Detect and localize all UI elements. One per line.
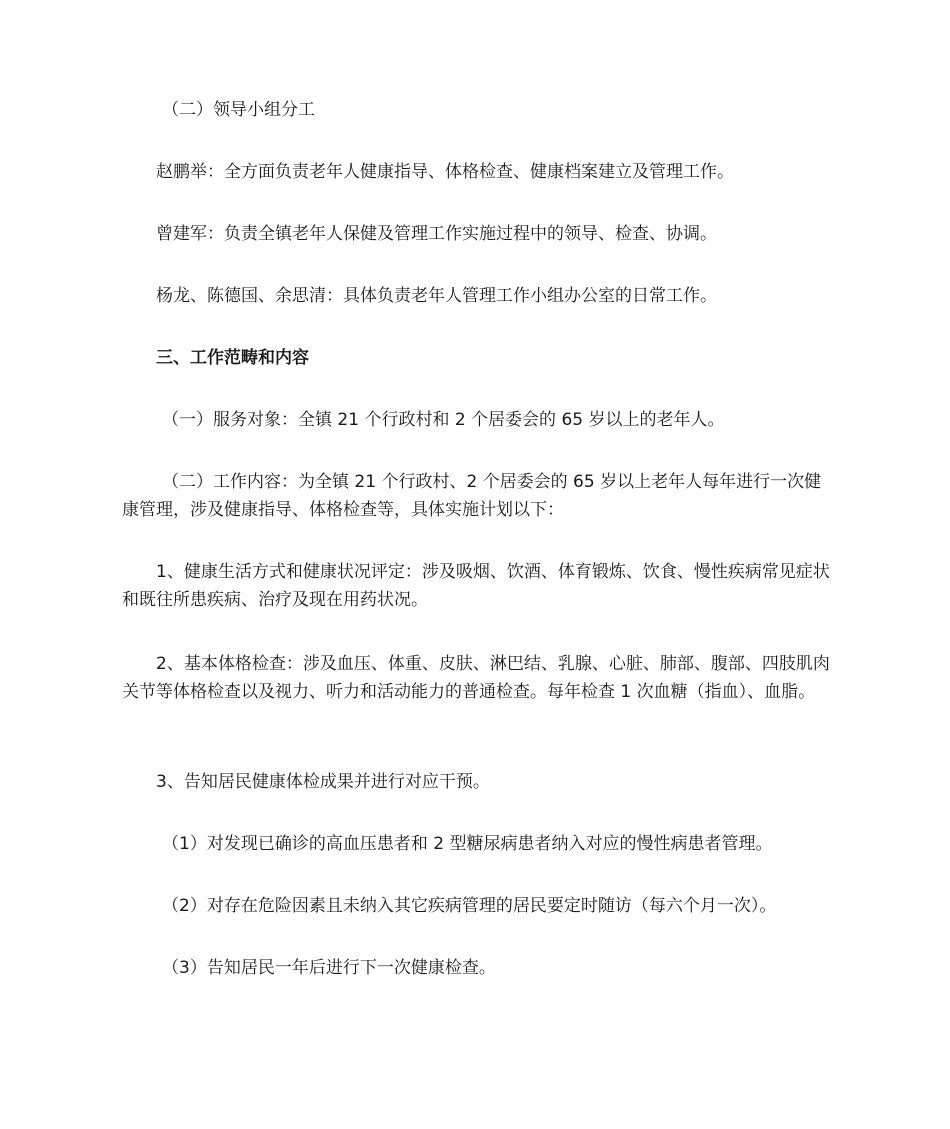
paragraph-item-3: 3、告知居民健康体检成果并进行对应干预。: [156, 772, 490, 792]
paragraph-work-content: （二）工作内容：为全镇 21 个行政村、2 个居委会的 65 岁以上老年人每年进行一次健康管理，涉及健康指导、体格检查等，具体实施计划以下：: [122, 472, 822, 520]
paragraph-sub-3: （3）告知居民一年后进行下一次健康检查。: [162, 958, 496, 978]
section-subheading-leadership: （二）领导小组分工: [162, 100, 315, 120]
paragraph-item-2: 2、基本体格检查：涉及血压、体重、皮肤、淋巴结、乳腺、心脏、肺部、腹部、四肢肌肉关节等体格检查以及视力、听力和活动能力的普通检查。每年检查 1 次血糖（指血）、血脂。: [122, 654, 830, 702]
paragraph-office-duty: 杨龙、陈德国、余思清：具体负责老年人管理工作小组办公室的日常工作。: [156, 286, 717, 306]
paragraph-service-target: （一）服务对象：全镇 21 个行政村和 2 个居委会的 65 岁以上的老年人。: [162, 410, 725, 430]
paragraph-zhao-duty: 赵鹏举：全方面负责老年人健康指导、体格检查、健康档案建立及管理工作。: [156, 162, 734, 182]
paragraph-zeng-duty: 曾建军：负责全镇老年人保健及管理工作实施过程中的领导、检查、协调。: [156, 224, 717, 244]
section-heading-scope: 三、工作范畴和内容: [156, 348, 309, 368]
paragraph-sub-2: （2）对存在危险因素且未纳入其它疾病管理的居民要定时随访（每六个月一次）。: [162, 896, 777, 916]
paragraph-sub-1: （1）对发现已确诊的高血压患者和 2 型糖尿病患者纳入对应的慢性病患者管理。: [162, 834, 773, 854]
paragraph-item-1: 1、健康生活方式和健康状况评定：涉及吸烟、饮酒、体育锻炼、饮食、慢性疾病常见症状和既往所患疾病、治疗及现在用药状况。: [122, 562, 830, 610]
